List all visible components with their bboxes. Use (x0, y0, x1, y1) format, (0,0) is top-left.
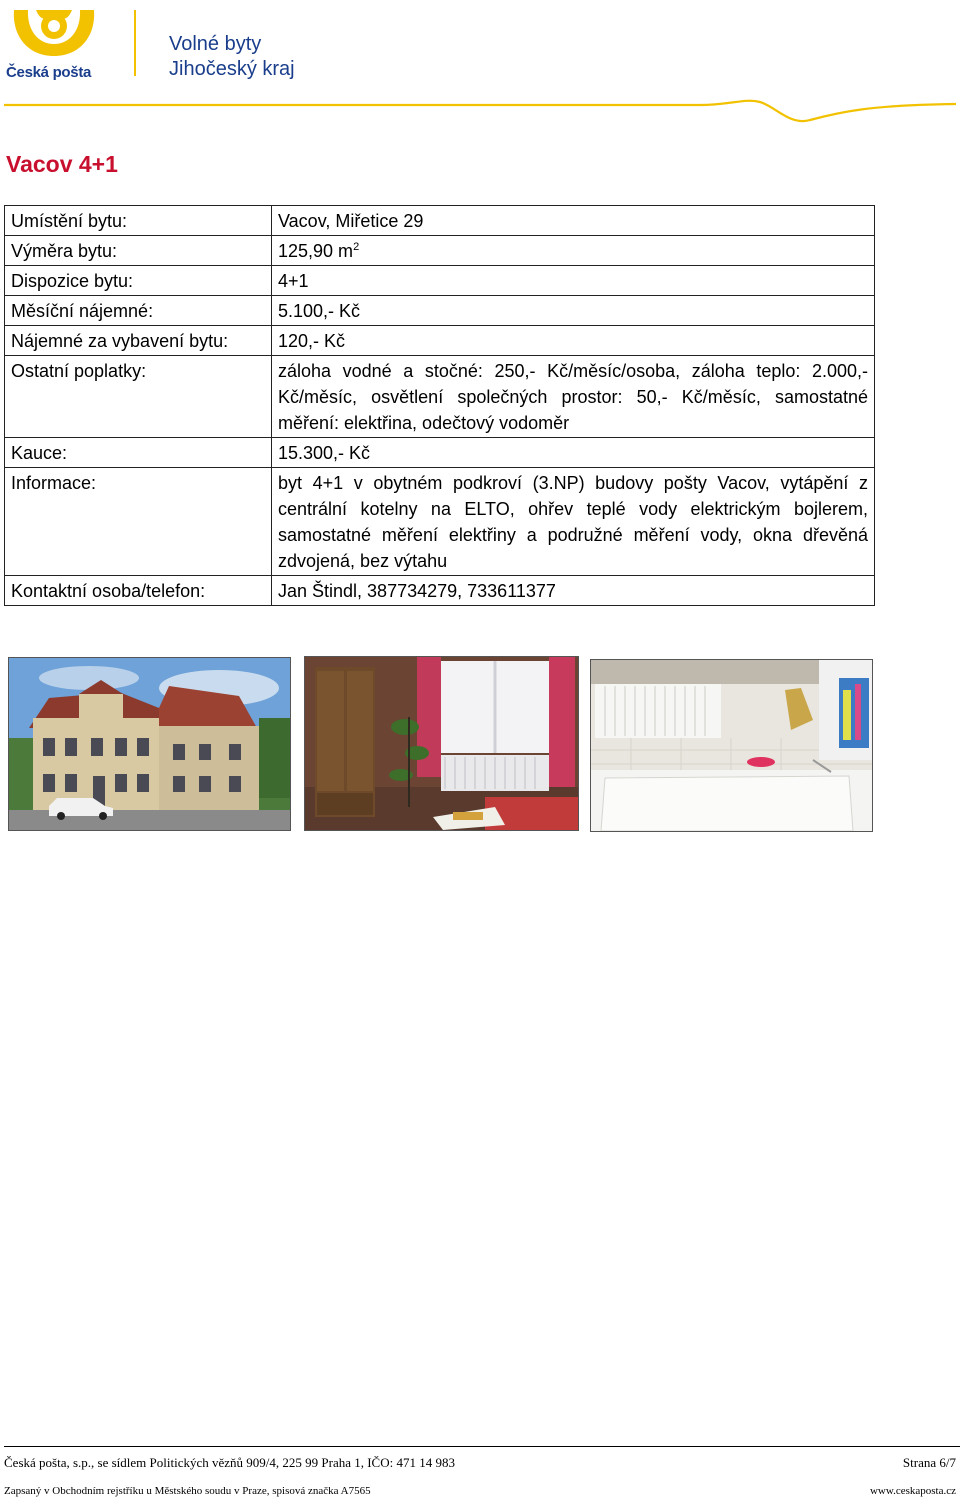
apartment-details-table (4, 205, 875, 606)
building-photo (8, 657, 291, 831)
bathroom-photo (590, 659, 873, 832)
footer-separator (4, 1446, 960, 1447)
detail-label: Nájemné za vybavení bytu: (5, 326, 272, 356)
detail-label: Informace: (5, 468, 272, 576)
table-row (5, 206, 875, 236)
photo-gallery (0, 655, 960, 835)
table-row (5, 236, 875, 266)
detail-label: Kauce: (5, 438, 272, 468)
header-title (169, 32, 295, 82)
detail-value: 5.100,- Kč (272, 296, 875, 326)
detail-value: 120,- Kč (272, 326, 875, 356)
detail-value: Jan Štindl, 387734279, 733611377 (272, 576, 875, 606)
page-title: Vacov 4+1 (6, 151, 118, 177)
header-title-line2: Jihočeský kraj (169, 58, 295, 80)
detail-value: záloha vodné a stočné: 250,- Kč/měsíc/osoba, záloha teplo: 2.000,- Kč/měsíc, osvětlení společných prostor: 50,- Kč/měsíc, samostatné měření: elektřina, odečtový vodoměr (272, 356, 875, 438)
detail-label: Měsíční nájemné: (5, 296, 272, 326)
table-row (5, 356, 875, 438)
table-row (5, 326, 875, 356)
page-number: Strana 6/7 (902, 1455, 956, 1470)
detail-value: Vacov, Miřetice 29 (272, 206, 875, 236)
website-link[interactable]: www.ceskaposta.cz (869, 1485, 956, 1497)
footer-line1 (4, 1455, 956, 1471)
header-wave-decoration (0, 90, 960, 130)
table-row (5, 296, 875, 326)
registry-note: Zapsaný v Obchodním rejstříku u Městského soudu v Praze, spisová značka A7565 (4, 1485, 371, 1497)
footer-line2 (4, 1485, 956, 1497)
detail-value: 4+1 (272, 266, 875, 296)
table-row (5, 266, 875, 296)
area-unit-exponent: 2 (353, 241, 360, 253)
post-horn-icon (6, 6, 102, 64)
ceska-posta-logo (6, 6, 102, 81)
area-value: 125,90 m (278, 241, 354, 261)
detail-label: Kontaktní osoba/telefon: (5, 576, 272, 606)
detail-value (272, 236, 875, 266)
page-header (0, 0, 960, 130)
detail-label: Ostatní poplatky: (5, 356, 272, 438)
detail-label: Výměra bytu: (5, 236, 272, 266)
company-address: Česká pošta, s.p., se sídlem Politických vězňů 909/4, 225 99 Praha 1, IČO: 471 14 983 (4, 1455, 455, 1470)
table-row (5, 576, 875, 606)
header-separator (134, 10, 136, 76)
detail-value: 15.300,- Kč (272, 438, 875, 468)
detail-label: Dispozice bytu: (5, 266, 272, 296)
table-row (5, 468, 875, 576)
room-photo (304, 656, 579, 831)
detail-label: Umístění bytu: (5, 206, 272, 236)
table-row (5, 438, 875, 468)
detail-value: byt 4+1 v obytném podkroví (3.NP) budovy pošty Vacov, vytápění z centrální kotelny na ELTO, ohřev teplé vody elektrickým bojlerem, samostatné měření elektřiny a podružné měření vody, okna dřevěná zdvojená, bez výtahu (272, 468, 875, 576)
logo-wordmark: Česká pošta (6, 64, 92, 81)
header-title-line1: Volné byty (169, 33, 262, 55)
